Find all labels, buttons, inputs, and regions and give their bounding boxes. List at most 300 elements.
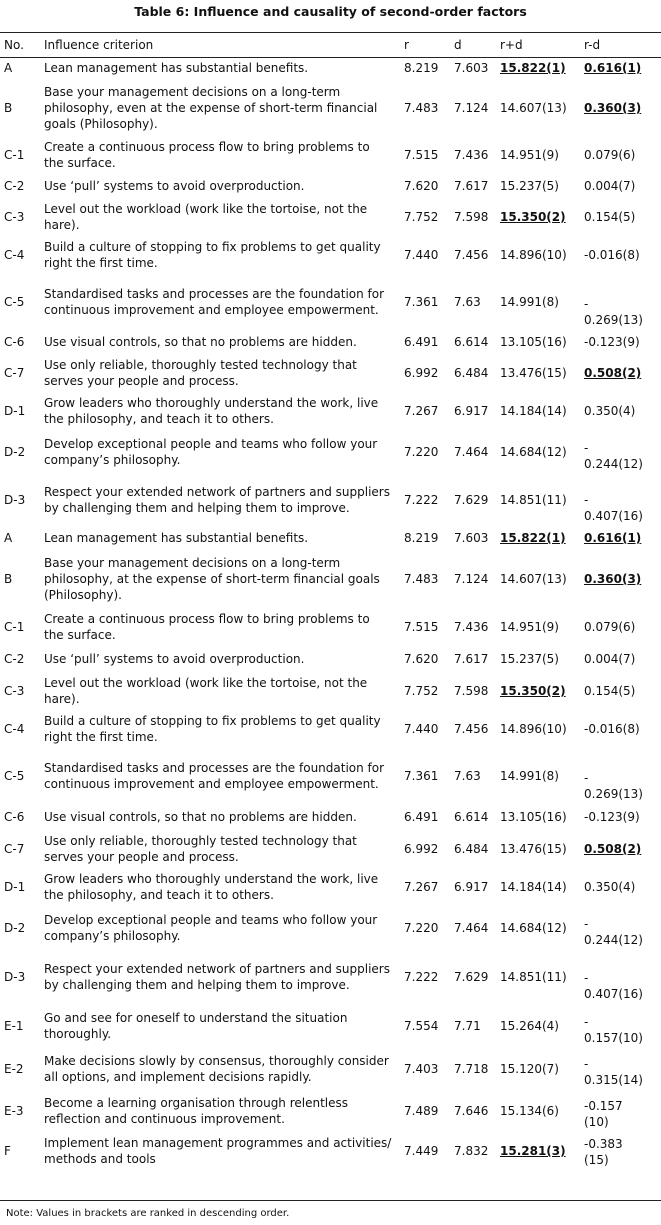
table-title: Table 6: Influence and causality of second-order factors bbox=[134, 4, 527, 19]
cell-criterion bbox=[40, 474, 400, 526]
cell-no-text: C-4 bbox=[4, 722, 25, 736]
table-row bbox=[0, 354, 661, 392]
cell-d-text: 6.484 bbox=[454, 366, 489, 380]
cell-r-plus-d-text: 13.476(15) bbox=[500, 366, 567, 380]
cell-no-text: C-1 bbox=[4, 620, 25, 634]
cell-r-plus-d bbox=[496, 672, 580, 710]
cell-d bbox=[450, 608, 496, 646]
cell-r-plus-d bbox=[496, 906, 580, 950]
cell-criterion-text: Standardised tasks and processes are the foundation for continuous improvement and employee empowerment. bbox=[44, 287, 385, 317]
cell-criterion-text: Use visual controls, so that no problems are hidden. bbox=[44, 335, 357, 349]
cell-r-minus-d bbox=[580, 274, 661, 330]
cell-r bbox=[400, 354, 450, 392]
cell-r bbox=[400, 330, 450, 354]
cell-no-text: C-6 bbox=[4, 335, 25, 349]
table-row bbox=[0, 672, 661, 710]
cell-d bbox=[450, 804, 496, 830]
cell-r-plus-d bbox=[496, 330, 580, 354]
cell-criterion-text: Lean management has substantial benefits. bbox=[44, 531, 309, 545]
cell-d bbox=[450, 274, 496, 330]
cell-r bbox=[400, 136, 450, 174]
cell-r-minus-d-text: - 0.157(10) bbox=[584, 1015, 643, 1045]
cell-no-text: C-4 bbox=[4, 248, 25, 262]
cell-d bbox=[450, 198, 496, 236]
cell-d bbox=[450, 392, 496, 430]
cell-r bbox=[400, 274, 450, 330]
cell-r-minus-d-text: - 0.244(12) bbox=[584, 917, 643, 947]
cell-no bbox=[0, 1090, 40, 1132]
cell-r-text: 7.403 bbox=[404, 1062, 439, 1076]
cell-r-text: 7.554 bbox=[404, 1019, 439, 1033]
cell-d bbox=[450, 330, 496, 354]
cell-no bbox=[0, 830, 40, 868]
cell-criterion-text: Base your management decisions on a long-term philosophy, at the expense of short-term financial goals (Philosophy). bbox=[44, 556, 380, 602]
cell-r-minus-d-text: -0.123(9) bbox=[584, 810, 640, 824]
cell-d-text: 7.124 bbox=[454, 101, 489, 115]
table-row bbox=[0, 710, 661, 748]
table-row bbox=[0, 748, 661, 804]
cell-r-plus-d bbox=[496, 710, 580, 748]
table-row bbox=[0, 1090, 661, 1132]
cell-no-text: D-1 bbox=[4, 404, 26, 418]
cell-r bbox=[400, 550, 450, 608]
cell-d-text: 7.718 bbox=[454, 1062, 489, 1076]
cell-no-text: C-7 bbox=[4, 842, 25, 856]
cell-d-text: 7.436 bbox=[454, 148, 489, 162]
cell-r-minus-d bbox=[580, 56, 661, 80]
cell-r-plus-d bbox=[496, 868, 580, 906]
header-r-minus-d: r-d bbox=[584, 38, 601, 52]
cell-r-minus-d-text: - 0.244(12) bbox=[584, 441, 643, 471]
cell-r-text: 7.222 bbox=[404, 970, 439, 984]
cell-r-text: 7.222 bbox=[404, 493, 439, 507]
cell-r-plus-d-text: 15.237(5) bbox=[500, 652, 559, 666]
cell-d-text: 7.598 bbox=[454, 684, 489, 698]
cell-no-text: C-2 bbox=[4, 179, 25, 193]
cell-r bbox=[400, 830, 450, 868]
cell-r-minus-d bbox=[580, 1090, 661, 1132]
cell-r-minus-d-text: 0.079(6) bbox=[584, 620, 636, 634]
cell-r-minus-d-text: -0.123(9) bbox=[584, 335, 640, 349]
table-row bbox=[0, 174, 661, 198]
cell-r-minus-d-text: - 0.407(16) bbox=[584, 493, 643, 523]
cell-d-text: 7.617 bbox=[454, 179, 489, 193]
cell-r-text: 6.491 bbox=[404, 335, 439, 349]
table-note: Note: Values in brackets are ranked in descending order. bbox=[6, 1208, 290, 1219]
cell-r-text: 6.992 bbox=[404, 366, 439, 380]
cell-r-plus-d bbox=[496, 174, 580, 198]
cell-r-minus-d bbox=[580, 550, 661, 608]
cell-no bbox=[0, 474, 40, 526]
cell-criterion bbox=[40, 56, 400, 80]
cell-criterion-text: Respect your extended network of partners and suppliers by challenging them and helping them to improve. bbox=[44, 485, 390, 515]
cell-d-text: 7.603 bbox=[454, 531, 489, 545]
cell-no bbox=[0, 274, 40, 330]
table-header-row bbox=[0, 34, 661, 56]
cell-criterion bbox=[40, 174, 400, 198]
cell-r-text: 7.267 bbox=[404, 880, 439, 894]
header-d: d bbox=[454, 38, 462, 52]
cell-no-text: D-2 bbox=[4, 921, 26, 935]
cell-criterion-text: Develop exceptional people and teams who follow your company’s philosophy. bbox=[44, 913, 378, 943]
cell-d-text: 7.603 bbox=[454, 61, 489, 75]
cell-r-plus-d-text: 15.350(2) bbox=[500, 684, 566, 698]
table-row bbox=[0, 906, 661, 950]
cell-criterion bbox=[40, 198, 400, 236]
cell-no bbox=[0, 906, 40, 950]
cell-r bbox=[400, 710, 450, 748]
cell-r-minus-d-text: 0.616(1) bbox=[584, 61, 642, 75]
cell-d bbox=[450, 950, 496, 1004]
cell-no bbox=[0, 1132, 40, 1170]
cell-d-text: 7.629 bbox=[454, 970, 489, 984]
cell-criterion-text: Base your management decisions on a long-term philosophy, even at the expense of short-term financial goals (Philosophy). bbox=[44, 85, 378, 131]
cell-r-minus-d bbox=[580, 830, 661, 868]
cell-criterion bbox=[40, 830, 400, 868]
table-row bbox=[0, 608, 661, 646]
cell-r-plus-d-text: 14.991(8) bbox=[500, 769, 559, 783]
cell-r-minus-d bbox=[580, 474, 661, 526]
cell-d bbox=[450, 830, 496, 868]
cell-criterion bbox=[40, 868, 400, 906]
cell-no-text: D-2 bbox=[4, 445, 26, 459]
cell-criterion-text: Use visual controls, so that no problems are hidden. bbox=[44, 810, 357, 824]
cell-criterion bbox=[40, 672, 400, 710]
cell-criterion-text: Use only reliable, thoroughly tested technology that serves your people and process. bbox=[44, 358, 357, 388]
cell-r-plus-d-text: 14.184(14) bbox=[500, 880, 567, 894]
cell-criterion-text: Create a continuous process flow to bring problems to the surface. bbox=[44, 140, 370, 170]
cell-r bbox=[400, 198, 450, 236]
cell-r-minus-d bbox=[580, 748, 661, 804]
cell-r-plus-d bbox=[496, 354, 580, 392]
cell-r-plus-d-text: 14.684(12) bbox=[500, 445, 567, 459]
cell-r-plus-d-text: 13.105(16) bbox=[500, 335, 567, 349]
cell-r-plus-d bbox=[496, 950, 580, 1004]
cell-criterion-text: Standardised tasks and processes are the foundation for continuous improvement and employee empowerment. bbox=[44, 761, 385, 791]
cell-r bbox=[400, 748, 450, 804]
cell-d bbox=[450, 430, 496, 474]
cell-no bbox=[0, 550, 40, 608]
cell-criterion bbox=[40, 804, 400, 830]
cell-no-text: E-3 bbox=[4, 1104, 24, 1118]
cell-r-plus-d-text: 15.822(1) bbox=[500, 531, 566, 545]
cell-r-minus-d bbox=[580, 236, 661, 274]
cell-r-plus-d bbox=[496, 804, 580, 830]
cell-d-text: 7.617 bbox=[454, 652, 489, 666]
cell-r-plus-d-text: 14.896(10) bbox=[500, 722, 567, 736]
cell-d bbox=[450, 174, 496, 198]
table-row bbox=[0, 274, 661, 330]
cell-r bbox=[400, 1048, 450, 1090]
cell-d-text: 6.484 bbox=[454, 842, 489, 856]
cell-r bbox=[400, 804, 450, 830]
cell-no-text: D-3 bbox=[4, 493, 26, 507]
cell-no bbox=[0, 236, 40, 274]
cell-r-minus-d bbox=[580, 868, 661, 906]
cell-criterion-text: Build a culture of stopping to fix problems to get quality right the first time. bbox=[44, 240, 381, 270]
cell-r-text: 7.220 bbox=[404, 921, 439, 935]
cell-no-text: C-2 bbox=[4, 652, 25, 666]
cell-no-text: F bbox=[4, 1144, 11, 1158]
table-row bbox=[0, 1048, 661, 1090]
table-row bbox=[0, 80, 661, 136]
cell-r-plus-d-text: 13.105(16) bbox=[500, 810, 567, 824]
cell-r-minus-d bbox=[580, 392, 661, 430]
cell-r bbox=[400, 906, 450, 950]
cell-criterion-text: Use only reliable, thoroughly tested technology that serves your people and process. bbox=[44, 834, 357, 864]
cell-no bbox=[0, 56, 40, 80]
table-row bbox=[0, 474, 661, 526]
cell-no bbox=[0, 804, 40, 830]
cell-r bbox=[400, 474, 450, 526]
cell-criterion-text: Level out the workload (work like the tortoise, not the hare). bbox=[44, 676, 368, 706]
cell-r-plus-d bbox=[496, 236, 580, 274]
cell-r-plus-d-text: 15.350(2) bbox=[500, 210, 566, 224]
table-row bbox=[0, 1004, 661, 1048]
cell-r-minus-d-text: -0.016(8) bbox=[584, 722, 640, 736]
cell-r-plus-d bbox=[496, 474, 580, 526]
cell-r-plus-d-text: 14.951(9) bbox=[500, 620, 559, 634]
cell-r-plus-d bbox=[496, 392, 580, 430]
cell-r-plus-d bbox=[496, 1048, 580, 1090]
cell-no-text: C-5 bbox=[4, 295, 25, 309]
cell-criterion bbox=[40, 274, 400, 330]
cell-criterion bbox=[40, 1048, 400, 1090]
cell-r bbox=[400, 1004, 450, 1048]
table-row bbox=[0, 136, 661, 174]
cell-r-text: 8.219 bbox=[404, 61, 439, 75]
cell-no bbox=[0, 868, 40, 906]
cell-r bbox=[400, 1132, 450, 1170]
cell-r-text: 7.440 bbox=[404, 722, 439, 736]
cell-d bbox=[450, 868, 496, 906]
header-r: r bbox=[404, 38, 409, 52]
cell-d bbox=[450, 710, 496, 748]
cell-d bbox=[450, 56, 496, 80]
cell-criterion bbox=[40, 608, 400, 646]
cell-r-plus-d bbox=[496, 198, 580, 236]
cell-d bbox=[450, 354, 496, 392]
cell-no bbox=[0, 672, 40, 710]
header-r-plus-d: r+d bbox=[500, 38, 523, 52]
cell-r bbox=[400, 646, 450, 672]
cell-criterion bbox=[40, 392, 400, 430]
cell-criterion-text: Develop exceptional people and teams who follow your company’s philosophy. bbox=[44, 437, 378, 467]
cell-r bbox=[400, 430, 450, 474]
cell-r-minus-d bbox=[580, 1004, 661, 1048]
cell-d-text: 6.917 bbox=[454, 404, 489, 418]
cell-no bbox=[0, 392, 40, 430]
cell-no bbox=[0, 608, 40, 646]
cell-r-minus-d-text: - 0.315(14) bbox=[584, 1057, 643, 1087]
cell-d bbox=[450, 672, 496, 710]
cell-criterion-text: Implement lean management programmes and activities/ methods and tools bbox=[44, 1136, 392, 1166]
cell-criterion bbox=[40, 748, 400, 804]
cell-r-minus-d bbox=[580, 354, 661, 392]
cell-criterion-text: Make decisions slowly by consensus, thoroughly consider all options, and implement decisions rapidly. bbox=[44, 1054, 389, 1084]
cell-r-text: 7.361 bbox=[404, 769, 439, 783]
cell-no bbox=[0, 354, 40, 392]
cell-criterion bbox=[40, 906, 400, 950]
cell-r-minus-d bbox=[580, 174, 661, 198]
cell-criterion bbox=[40, 430, 400, 474]
cell-r-plus-d-text: 14.896(10) bbox=[500, 248, 567, 262]
cell-r bbox=[400, 80, 450, 136]
cell-r-plus-d-text: 14.851(11) bbox=[500, 493, 567, 507]
cell-r-minus-d-text: 0.154(5) bbox=[584, 210, 636, 224]
table-row bbox=[0, 430, 661, 474]
table-row bbox=[0, 1132, 661, 1170]
cell-d-text: 7.629 bbox=[454, 493, 489, 507]
cell-no bbox=[0, 646, 40, 672]
table-row bbox=[0, 550, 661, 608]
bottom-rule bbox=[0, 1200, 661, 1201]
cell-criterion-text: Create a continuous process flow to bring problems to the surface. bbox=[44, 612, 370, 642]
cell-r-plus-d bbox=[496, 526, 580, 550]
table-row bbox=[0, 646, 661, 672]
header-criterion: Influence criterion bbox=[44, 38, 154, 52]
cell-r-plus-d-text: 15.281(3) bbox=[500, 1144, 566, 1158]
cell-r-minus-d bbox=[580, 710, 661, 748]
cell-r-text: 7.515 bbox=[404, 148, 439, 162]
cell-r-text: 7.489 bbox=[404, 1104, 439, 1118]
cell-d-text: 6.917 bbox=[454, 880, 489, 894]
cell-r bbox=[400, 174, 450, 198]
cell-r-plus-d bbox=[496, 80, 580, 136]
cell-r-plus-d bbox=[496, 1090, 580, 1132]
cell-d bbox=[450, 1132, 496, 1170]
cell-r-plus-d bbox=[496, 56, 580, 80]
cell-r-plus-d bbox=[496, 1132, 580, 1170]
cell-d bbox=[450, 526, 496, 550]
cell-no-text: A bbox=[4, 531, 13, 545]
cell-d-text: 7.63 bbox=[454, 769, 481, 783]
cell-r-text: 7.449 bbox=[404, 1144, 439, 1158]
cell-d-text: 7.71 bbox=[454, 1019, 481, 1033]
cell-d-text: 7.63 bbox=[454, 295, 481, 309]
cell-no bbox=[0, 174, 40, 198]
cell-r-plus-d bbox=[496, 1004, 580, 1048]
cell-r bbox=[400, 608, 450, 646]
cell-criterion-text: Grow leaders who thoroughly understand the work, live the philosophy, and teach it to others. bbox=[44, 396, 379, 426]
cell-r-plus-d bbox=[496, 430, 580, 474]
cell-r-minus-d-text: 0.508(2) bbox=[584, 842, 642, 856]
cell-r-minus-d-text: 0.360(3) bbox=[584, 101, 642, 115]
cell-d-text: 6.614 bbox=[454, 335, 489, 349]
cell-r bbox=[400, 950, 450, 1004]
cell-no bbox=[0, 1048, 40, 1090]
cell-no-text: E-1 bbox=[4, 1019, 24, 1033]
cell-r-plus-d bbox=[496, 274, 580, 330]
cell-d-text: 7.456 bbox=[454, 248, 489, 262]
cell-r-text: 7.620 bbox=[404, 179, 439, 193]
cell-r-minus-d bbox=[580, 1048, 661, 1090]
cell-no bbox=[0, 1004, 40, 1048]
cell-r-plus-d-text: 15.134(6) bbox=[500, 1104, 559, 1118]
cell-criterion bbox=[40, 236, 400, 274]
cell-criterion bbox=[40, 330, 400, 354]
table-body bbox=[0, 56, 661, 1170]
cell-r-minus-d bbox=[580, 80, 661, 136]
cell-criterion bbox=[40, 1132, 400, 1170]
cell-r-minus-d-text: 0.350(4) bbox=[584, 404, 636, 418]
cell-d bbox=[450, 1048, 496, 1090]
cell-d bbox=[450, 236, 496, 274]
cell-d bbox=[450, 80, 496, 136]
cell-r-plus-d-text: 15.822(1) bbox=[500, 61, 566, 75]
cell-no-text: C-3 bbox=[4, 684, 25, 698]
cell-r-minus-d-text: -0.157 (10) bbox=[584, 1099, 623, 1129]
cell-r-minus-d-text: 0.079(6) bbox=[584, 148, 636, 162]
cell-r-text: 7.220 bbox=[404, 445, 439, 459]
cell-d bbox=[450, 748, 496, 804]
cell-r-plus-d bbox=[496, 646, 580, 672]
cell-r bbox=[400, 392, 450, 430]
cell-r-minus-d-text: 0.004(7) bbox=[584, 179, 636, 193]
cell-r-minus-d-text: -0.016(8) bbox=[584, 248, 640, 262]
cell-r-text: 7.515 bbox=[404, 620, 439, 634]
cell-no-text: C-6 bbox=[4, 810, 25, 824]
cell-criterion-text: Respect your extended network of partners and suppliers by challenging them and helping them to improve. bbox=[44, 962, 390, 992]
cell-r bbox=[400, 56, 450, 80]
cell-r-minus-d-text: 0.350(4) bbox=[584, 880, 636, 894]
cell-criterion bbox=[40, 646, 400, 672]
cell-r-plus-d-text: 14.607(13) bbox=[500, 572, 567, 586]
table-row bbox=[0, 950, 661, 1004]
cell-no-text: E-2 bbox=[4, 1062, 24, 1076]
cell-r bbox=[400, 236, 450, 274]
cell-criterion-text: Use ‘pull’ systems to avoid overproduction. bbox=[44, 652, 305, 666]
cell-no-text: D-3 bbox=[4, 970, 26, 984]
cell-r-text: 7.752 bbox=[404, 684, 439, 698]
cell-no bbox=[0, 430, 40, 474]
cell-r-plus-d-text: 13.476(15) bbox=[500, 842, 567, 856]
cell-no-text: B bbox=[4, 572, 13, 586]
table-row bbox=[0, 830, 661, 868]
cell-r-text: 7.361 bbox=[404, 295, 439, 309]
cell-r-minus-d bbox=[580, 198, 661, 236]
cell-r-minus-d-text: 0.616(1) bbox=[584, 531, 642, 545]
cell-criterion bbox=[40, 526, 400, 550]
cell-d-text: 7.832 bbox=[454, 1144, 489, 1158]
cell-d bbox=[450, 1004, 496, 1048]
factors-table bbox=[0, 34, 661, 1170]
cell-r-plus-d bbox=[496, 550, 580, 608]
cell-r-text: 8.219 bbox=[404, 531, 439, 545]
cell-r-minus-d-text: 0.004(7) bbox=[584, 652, 636, 666]
cell-d-text: 7.598 bbox=[454, 210, 489, 224]
cell-r-minus-d bbox=[580, 672, 661, 710]
cell-no bbox=[0, 950, 40, 1004]
cell-r-plus-d-text: 14.851(11) bbox=[500, 970, 567, 984]
cell-d-text: 7.464 bbox=[454, 921, 489, 935]
cell-criterion-text: Lean management has substantial benefits. bbox=[44, 61, 309, 75]
cell-d-text: 7.124 bbox=[454, 572, 489, 586]
cell-r-minus-d bbox=[580, 526, 661, 550]
cell-no-text: C-3 bbox=[4, 210, 25, 224]
cell-r-plus-d bbox=[496, 830, 580, 868]
cell-criterion bbox=[40, 1004, 400, 1048]
cell-d bbox=[450, 646, 496, 672]
cell-r-plus-d-text: 14.951(9) bbox=[500, 148, 559, 162]
cell-r-plus-d bbox=[496, 748, 580, 804]
cell-r-text: 7.483 bbox=[404, 572, 439, 586]
cell-r-plus-d-text: 15.120(7) bbox=[500, 1062, 559, 1076]
cell-d-text: 7.646 bbox=[454, 1104, 489, 1118]
cell-r-text: 7.267 bbox=[404, 404, 439, 418]
cell-r bbox=[400, 672, 450, 710]
table-row bbox=[0, 526, 661, 550]
